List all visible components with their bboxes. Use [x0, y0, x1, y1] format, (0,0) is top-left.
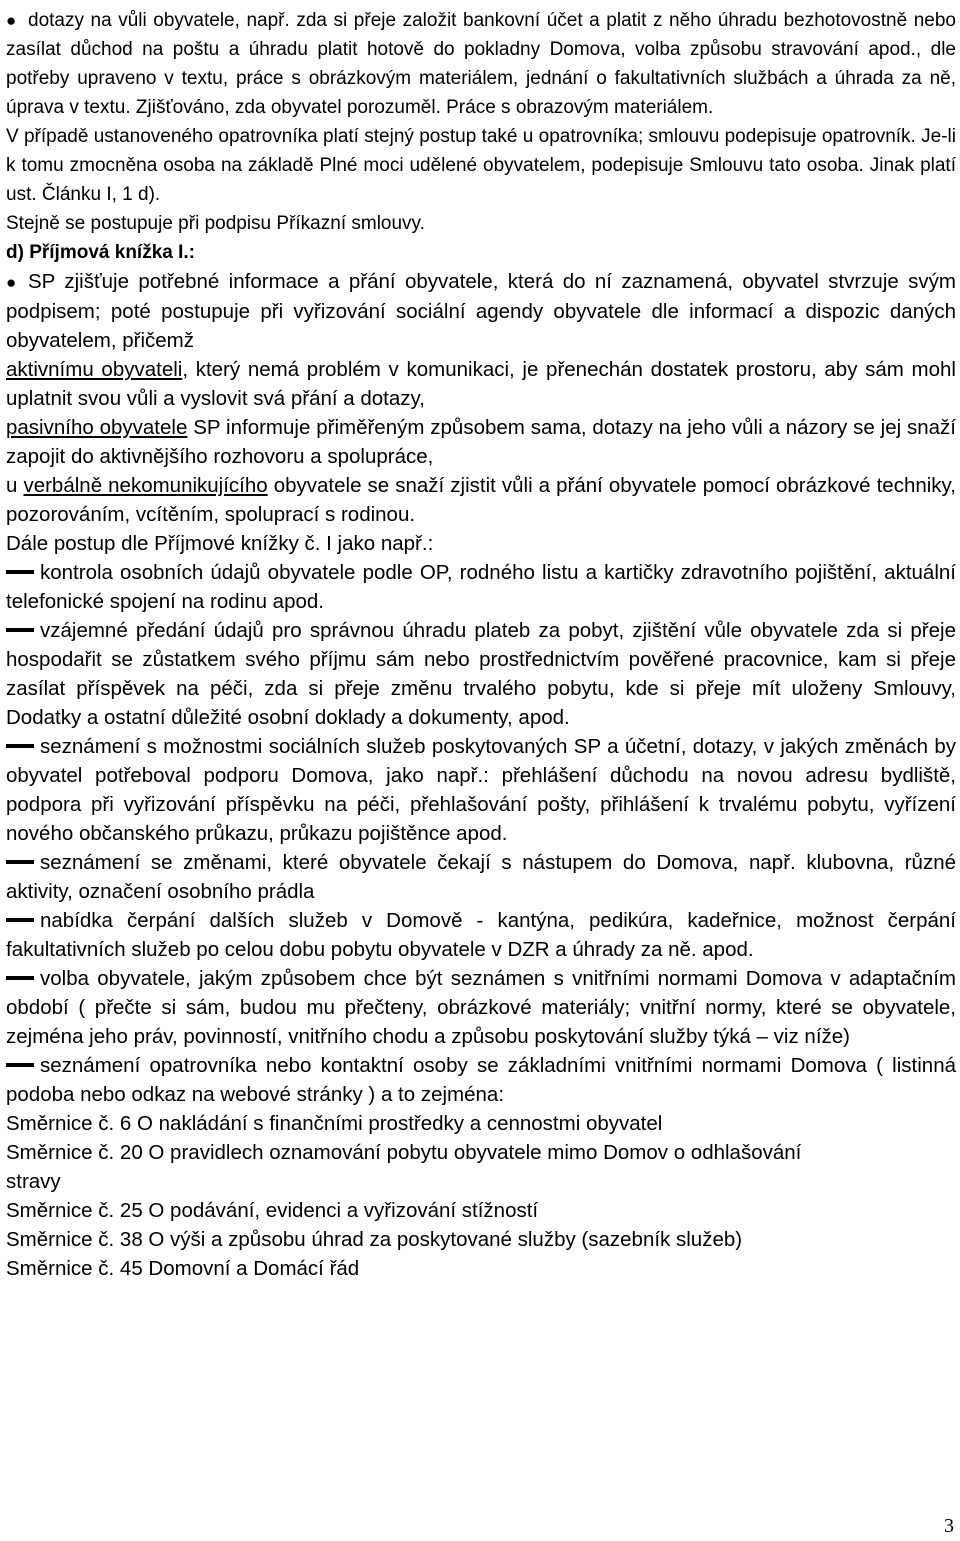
list-item-text: seznámení s možnostmi sociálních služeb poskytovaných SP a účetní, dotazy, v jakých změnách by obyvatel potřeboval podporu Domova, jako např.: přehlášení důchodu na novou adresu bydliště, podpora při vyřizování příspěvku na péči, přehlašování pošty, přihlášení k trvalému pobytu, vyřízení nového občanského průkazu, průkazu pojištěnce apod.: [6, 735, 956, 845]
page-number: 3: [944, 1515, 954, 1537]
paragraph-text: SP zjišťuje potřebné informace a přání obyvatele, která do ní zaznamená, obyvatel stvrzuje svým podpisem; poté postupuje při vyřizování sociální agendy obyvatele dle informací a dispozic daných obyvatelem, přičemž: [6, 270, 956, 352]
list-item-text: nabídka čerpání dalších služeb v Domově - kantýna, pedikúra, kadeřnice, možnost čerpání fakultativních služeb po celou dobu pobytu obyvatele v DZR a úhrady za ně. apod.: [6, 909, 956, 961]
paragraph-text: dotazy na vůli obyvatele, např. zda si přeje založit bankovní účet a platit z něho úhradu bezhotovostně nebo zasílat důchod na poštu a úhradu platit hotově do pokladny Domova, volba způsobu stravování apod., dle potřeby upraveno v textu, práce s obrázkovým materiálem, jednání o fakultativních službách a úhrada za ně, úprava v textu. Zjišťováno, zda obyvatel porozuměl. Práce s obrazovým materiálem.: [6, 10, 956, 118]
directive-line: Směrnice č. 38 O výši a způsobu úhrad za poskytované služby (sazebník služeb): [6, 1228, 743, 1251]
list-item: [6, 848, 956, 906]
directive-line: Směrnice č. 45 Domovní a Domácí řád: [6, 1257, 360, 1280]
paragraph-text: SP informuje přiměřeným způsobem sama, dotazy na jeho vůli a názory se jej snaží zapojit do aktivnějšího rozhovoru a spolupráce,: [6, 416, 956, 468]
section-consent: [6, 6, 956, 267]
paragraph-active-resident: [6, 355, 956, 413]
dash-bullet-icon: [6, 976, 34, 980]
bullet-icon: ●: [6, 11, 17, 30]
document-page: [6, 6, 956, 1283]
paragraph-text: obyvatele se snaží zjistit vůli a přání obyvatele pomocí obrázkové techniky, pozorováním, vcítěním, spoluprací s rodinou.: [6, 474, 956, 526]
paragraph-intro: [6, 267, 956, 355]
bullet-icon: ●: [6, 273, 17, 292]
directive-line: Směrnice č. 20 O pravidlech oznamování pobytu obyvatele mimo Domov o odhlašování: [6, 1141, 802, 1164]
list-item-text: seznámení se změnami, které obyvatele čekají s nástupem do Domova, např. klubovna, různé aktivity, označení osobního prádla: [6, 851, 956, 903]
dash-bullet-icon: [6, 860, 34, 864]
underlined-term: pasivního obyvatele: [6, 416, 188, 439]
directive-line: Směrnice č. 6 O nakládání s finančními prostředky a cennostmi obyvatel: [6, 1112, 663, 1135]
directive-line: stravy: [6, 1170, 61, 1193]
paragraph-nonverbal-resident: [6, 471, 956, 529]
list-item-text: volba obyvatele, jakým způsobem chce být seznámen s vnitřními normami Domova v adaptačním období ( přečte si sám, budou mu přečteny, obrázkové materiály; vnitřní normy, které se obyvatele, zejména jeho práv, povinností, vnitřního chodu a způsobu poskytování služby týká – viz níže): [6, 967, 956, 1048]
underlined-term: verbálně nekomunikujícího: [23, 474, 268, 497]
section-income-book: [6, 267, 956, 1283]
list-item-text: seznámení opatrovníka nebo kontaktní osoby se základními vnitřními normami Domova ( listinná podoba nebo odkaz na webové stránky ) a to zejména:: [6, 1054, 956, 1106]
list-item: [6, 964, 956, 1051]
dash-bullet-icon: [6, 744, 34, 748]
list-item: [6, 1051, 956, 1109]
paragraph-wishes: [6, 6, 956, 122]
directive-line: Směrnice č. 25 O podávání, evidenci a vyřizování stížností: [6, 1199, 539, 1222]
list-item: [6, 558, 956, 616]
dash-bullet-icon: [6, 1063, 34, 1067]
paragraph-mandate: Stejně se postupuje při podpisu Příkazní smlouvy.: [6, 213, 425, 234]
dash-bullet-icon: [6, 570, 34, 574]
paragraph-guardian: V případě ustanoveného opatrovníka platí stejný postup také u opatrovníka; smlouvu podepisuje opatrovník. Je-li k tomu zmocněna osoba na základě Plné moci udělené obyvatelem, podepisuje Smlouvu tato osoba. Jinak platí ust. Článku I, 1 d).: [6, 126, 956, 205]
list-item: [6, 906, 956, 964]
paragraph-text: u: [6, 474, 24, 497]
dash-bullet-icon: [6, 918, 34, 922]
list-item: [6, 616, 956, 732]
list-item-text: kontrola osobních údajů obyvatele podle OP, rodného listu a kartičky zdravotního pojištění, aktuální telefonické spojení na rodinu apod.: [6, 561, 956, 613]
paragraph-text: , který nemá problém v komunikaci, je přenechán dostatek prostoru, aby sám mohl uplatnit svou vůli a vyslovit svá přání a dotazy,: [6, 358, 956, 410]
section-heading: d) Příjmová knížka I.:: [6, 242, 195, 263]
list-item: [6, 732, 956, 848]
dash-bullet-icon: [6, 628, 34, 632]
paragraph-procedure: Dále postup dle Příjmové knížky č. I jako např.:: [6, 532, 434, 555]
list-item-text: vzájemné předání údajů pro správnou úhradu plateb za pobyt, zjištění vůle obyvatele zda si přeje hospodařit se zůstatkem svého příjmu sám nebo prostřednictvím pověřené pracovnice, kam si přeje zasílat příspěvek na péči, zda si přeje změnu trvalého pobytu, kde si přeje mít uloženy Smlouvy, Dodatky a ostatní důležité osobní doklady a dokumenty, apod.: [6, 619, 956, 729]
paragraph-passive-resident: [6, 413, 956, 471]
underlined-term: aktivnímu obyvateli: [6, 358, 183, 381]
